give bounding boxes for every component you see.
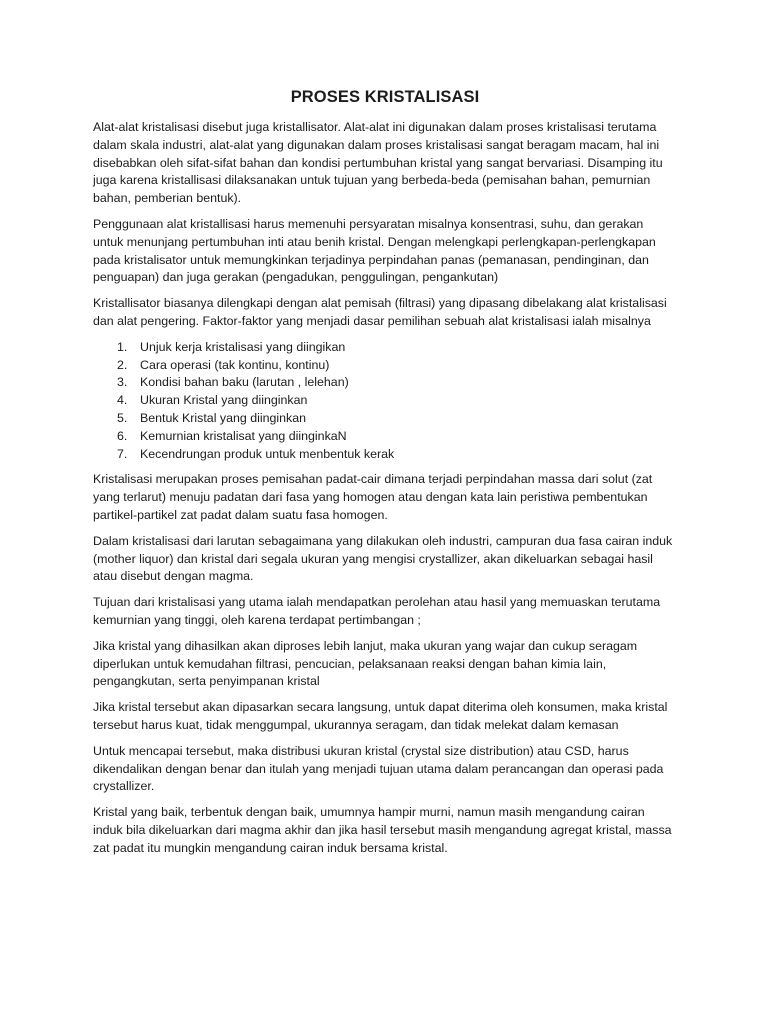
list-item-text: Cara operasi (tak kontinu, kontinu): [140, 357, 330, 372]
list-item: [93, 410, 677, 428]
paragraph-body-1: Kristalisasi merupakan proses pemisahan padat-cair dimana terjadi perpindahan massa dari solut (zat yang terlarut) menuju padatan dari fasa yang homogen atau dengan kata lain peristiwa pembentukan partikel-partikel zat padat dalam suatu fasa homogen.: [93, 472, 653, 522]
paragraph-body-2: Dalam kristalisasi dari larutan sebagaimana yang dilakukan oleh industri, campuran dua fasa cairan induk (mother liquor) dan kristal dari segala ukuran yang mengisi crystallizer, akan dikeluarkan sebagai hasil atau disebut dengan magma.: [93, 533, 673, 584]
paragraph-intro-1: Alat-alat kristalisasi disebut juga kristallisator. Alat-alat ini digunakan dalam proses kristalisasi terutama dalam skala industri, alat-alat yang digunakan dalam proses kristalisasi sangat beragam macam, hal ini disebabkan oleh sifat-sifat bahan dan kondisi pertumbuhan kristal yang sangat bervariasi. Disamping itu juga karena kristallisasi dilaksanakan untuk tujuan yang berbeda-beda (pemisahan bahan, pemurnian bahan, pemberian bentuk).: [93, 120, 663, 206]
list-item: [93, 374, 677, 392]
list-item: [93, 339, 677, 357]
list-item: [93, 357, 677, 375]
paragraph-body-3: Tujuan dari kristalisasi yang utama ialah mendapatkan perolehan atau hasil yang memuaskan terutama kemurnian yang tinggi, oleh karena terdapat pertimbangan ;: [93, 595, 661, 627]
list-item: [93, 392, 677, 410]
document-page: [93, 88, 677, 865]
selection-factors-list: [93, 339, 677, 464]
list-item-number: 6.: [117, 428, 128, 443]
list-item-number: 7.: [117, 446, 128, 461]
list-item-text: Kecendrungan produk untuk menbentuk kerak: [140, 446, 395, 461]
list-item-number: 1.: [117, 339, 128, 354]
list-item-text: Kondisi bahan baku (larutan , lelehan): [140, 375, 349, 390]
list-item-text: Ukuran Kristal yang diinginkan: [140, 393, 308, 408]
list-item-text: Bentuk Kristal yang diinginkan: [140, 410, 306, 425]
paragraph-intro-3: Kristallisator biasanya dilengkapi dengan alat pemisah (filtrasi) yang dipasang dibelakang alat kristalisasi dan alat pengering. Faktor-faktor yang menjadi dasar pemilihan sebuah alat kristalisasi ialah misalnya: [93, 296, 667, 328]
paragraph-body-5: Jika kristal tersebut akan dipasarkan secara langsung, untuk dapat diterima oleh konsumen, maka kristal tersebut harus kuat, tidak menggumpal, ukurannya seragam, dan tidak melekat dalam kemasan: [93, 700, 668, 732]
paragraph-intro-2: Penggunaan alat kristallisasi harus memenuhi persyaratan misalnya konsentrasi, suhu, dan gerakan untuk menunjang pertumbuhan inti atau benih kristal. Dengan melengkapi perlengkapan-perlengkapan pada kristalisator untuk memungkinkan terjadinya perpindahan panas (pemanasan, pendinginan, dan penguapan) dan juga gerakan (pengadukan, penggulingan, pengankutan): [93, 216, 656, 285]
list-item-number: 5.: [117, 410, 128, 425]
list-item-text: Unjuk kerja kristalisasi yang diingikan: [140, 339, 346, 354]
document-title: PROSES KRISTALISASI: [290, 88, 480, 106]
list-item-text: Kemurnian kristalisat yang diinginkaN: [140, 428, 347, 443]
list-item: [93, 428, 677, 446]
paragraph-body-6: Untuk mencapai tersebut, maka distribusi ukuran kristal (crystal size distribution) atau CSD, harus dikendalikan dengan benar dan itulah yang menjadi tujuan utama dalam perancangan dan operasi pada crystallizer.: [93, 743, 664, 794]
list-item: [93, 446, 677, 464]
list-item-number: 3.: [117, 375, 128, 390]
paragraph-body-7: Kristal yang baik, terbentuk dengan baik, umumnya hampir murni, namun masih mengandung cairan induk bila dikeluarkan dari magma akhir dan jika hasil tersebut masih mengandung agregat kristal, massa zat padat itu mungkin mengandung cairan induk bersama kristal.: [93, 805, 672, 855]
list-item-number: 2.: [117, 357, 128, 372]
paragraph-body-4: Jika kristal yang dihasilkan akan diproses lebih lanjut, maka ukuran yang wajar dan cukup seragam diperlukan untuk kemudahan filtrasi, pencucian, pelaksanaan reaksi dengan bahan kimia lain, pengangkutan, serta penyimpanan kristal: [93, 638, 638, 689]
list-item-number: 4.: [117, 393, 128, 408]
